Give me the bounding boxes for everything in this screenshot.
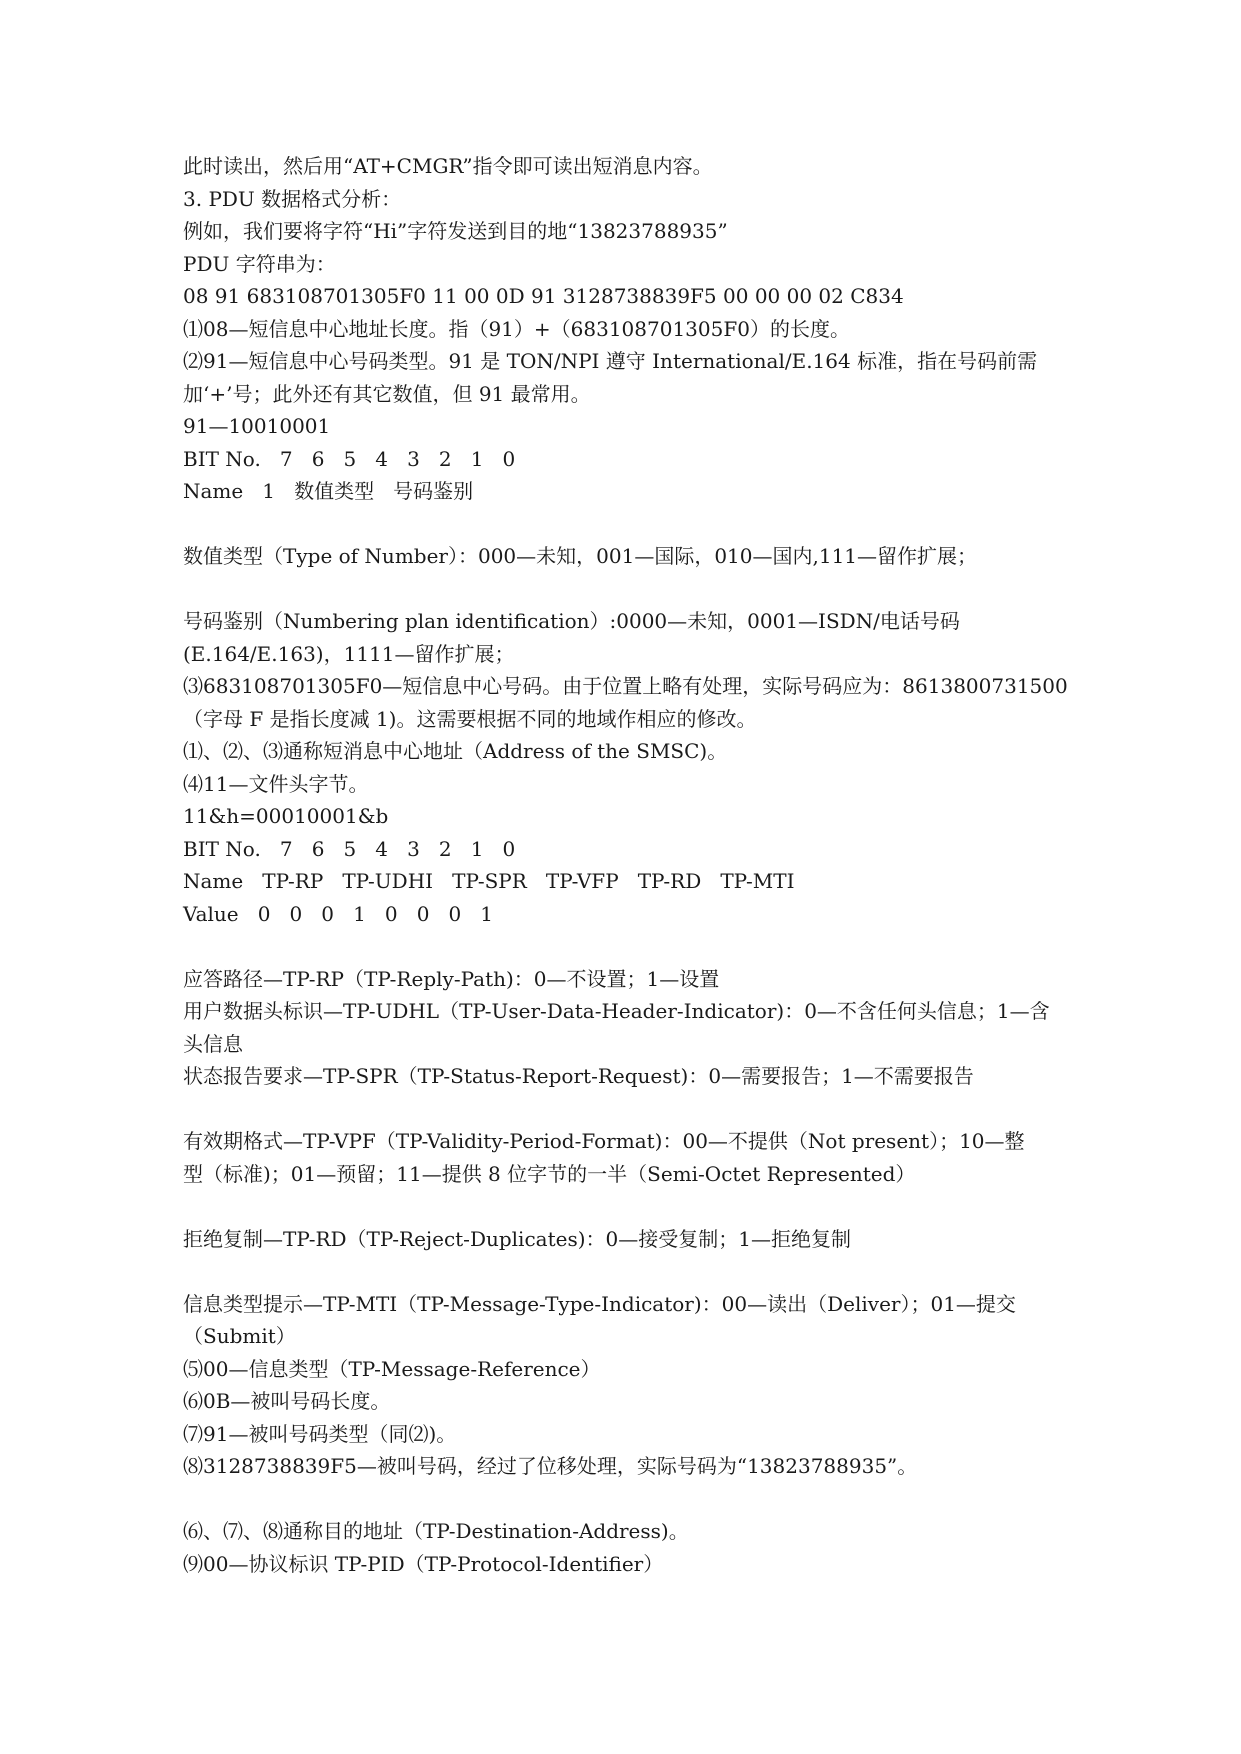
text-line: 拒绝复制—TP-RD（TP-Reject-Duplicates)：0—接受复制；1—拒绝复制 bbox=[183, 1226, 851, 1251]
text-line: 型（标准)；01—预留；11—提供 8 位字节的一半（Semi-Octet Represented） bbox=[183, 1161, 916, 1186]
text-line: 11&h=00010001&b bbox=[183, 804, 389, 828]
text-line: 3. PDU 数据格式分析： bbox=[183, 186, 402, 211]
text-line: 有效期格式—TP-VPF（TP-Validity-Period-Format)：00—不提供（Not present）；10—整 bbox=[183, 1129, 1025, 1153]
text-line: Name 1 数值类型 号码鉴别 bbox=[183, 479, 474, 503]
text-line: （Submit） bbox=[183, 1324, 296, 1348]
text-line: 应答路径—TP-RP（TP-Reply-Path)：0—不设置；1—设置 bbox=[183, 966, 720, 991]
text-line: ⑴08—短信息中心地址长度。指（91）+（683108701305F0）的长度。 bbox=[183, 316, 850, 341]
text-line: 91—10010001 bbox=[183, 414, 331, 438]
text-line: ⑻3128738839F5—被叫号码，经过了位移处理，实际号码为“13823788935”。 bbox=[183, 1454, 918, 1478]
text-line: 状态报告要求—TP-SPR（TP-Status-Report-Request)：0—需要报告；1—不需要报告 bbox=[183, 1064, 974, 1088]
text-line: （字母 F 是指长度减 1)。这需要根据不同的地域作相应的修改。 bbox=[183, 706, 757, 731]
text-line: ⑼00—协议标识 TP-PID（TP-Protocol-Identifier） bbox=[183, 1551, 664, 1576]
blank-line bbox=[183, 930, 1073, 963]
blank-line bbox=[183, 508, 1073, 541]
blank-line bbox=[183, 573, 1073, 606]
text-line: ⑹0B—被叫号码长度。 bbox=[183, 1389, 391, 1413]
text-line: 此时读出，然后用“AT+CMGR”指令即可读出短消息内容。 bbox=[183, 154, 713, 178]
text-line: Name TP-RP TP-UDHI TP-SPR TP-VFP TP-RD TP-MTI bbox=[183, 869, 795, 893]
text-line: BIT No. 7 6 5 4 3 2 1 0 bbox=[183, 446, 516, 471]
text-line: 号码鉴别（Numbering plan identification）:0000—未知，0001—ISDN/电话号码 bbox=[183, 609, 960, 633]
blank-line bbox=[183, 1190, 1073, 1223]
text-line: ⑵91—短信息中心号码类型。91 是 TON/NPI 遵守 International/E.164 标准，指在号码前需 bbox=[183, 349, 1038, 373]
text-line: 信息类型提示—TP-MTI（TP-Message-Type-Indicator)：00—读出（Deliver）；01—提交 bbox=[183, 1291, 1016, 1316]
text-line: ⑹、⑺、⑻通称目的地址（TP-Destination-Address)。 bbox=[183, 1519, 689, 1543]
document-body bbox=[183, 150, 1073, 1580]
text-line: Value 0 0 0 1 0 0 0 1 bbox=[183, 901, 494, 926]
text-line: 用户数据头标识—TP-UDHL（TP-User-Data-Header-Indicator)：0—不含任何头信息；1—含 bbox=[183, 999, 1050, 1023]
text-line: 加‘+’号；此外还有其它数值，但 91 最常用。 bbox=[183, 381, 591, 406]
text-line: 例如，我们要将字符“Hi”字符发送到目的地“13823788935” bbox=[183, 219, 728, 243]
text-line: 08 91 683108701305F0 11 00 0D 91 3128738839F5 00 00 00 02 C834 bbox=[183, 284, 904, 308]
text-line: ⑶683108701305F0—短信息中心号码。由于位置上略有处理，实际号码应为：8613800731500 bbox=[183, 674, 1068, 698]
text-line: BIT No. 7 6 5 4 3 2 1 0 bbox=[183, 836, 516, 861]
blank-line bbox=[183, 1255, 1073, 1288]
text-line: (E.164/E.163)，1111—留作扩展； bbox=[183, 641, 515, 666]
text-line: PDU 字符串为： bbox=[183, 251, 336, 276]
blank-line bbox=[183, 1093, 1073, 1126]
text-line: ⑺91—被叫号码类型（同⑵)。 bbox=[183, 1421, 457, 1446]
text-line: 数值类型（Type of Number）：000—未知，001—国际，010—国内,111—留作扩展； bbox=[183, 544, 978, 568]
blank-line bbox=[183, 1483, 1073, 1516]
text-line: ⑸00—信息类型（TP-Message-Reference） bbox=[183, 1356, 601, 1381]
text-line: 头信息 bbox=[183, 1031, 243, 1056]
text-line: ⑷11—文件头字节。 bbox=[183, 771, 369, 796]
text-line: ⑴、⑵、⑶通称短消息中心地址（Address of the SMSC)。 bbox=[183, 739, 728, 763]
